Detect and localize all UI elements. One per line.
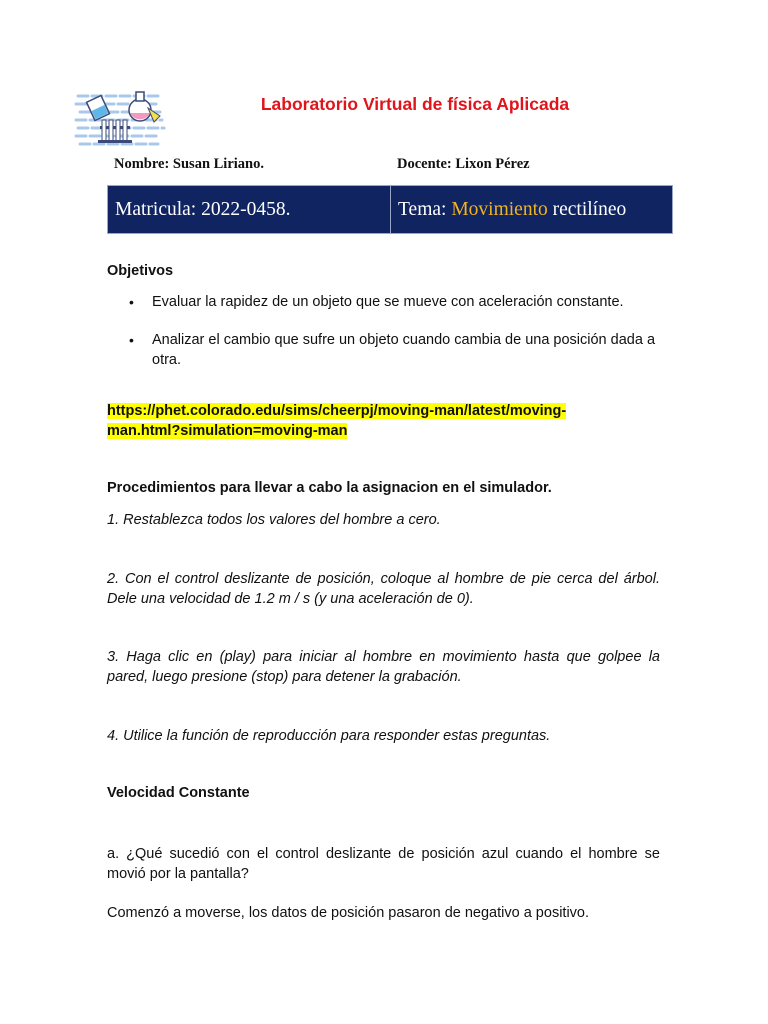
tema-prefix: Tema: — [398, 198, 452, 220]
step-3: 3. Haga clic en (play) para iniciar al hombre en movimiento hasta que golpee la pared, luego presione (stop) para detener la grabación. — [107, 649, 660, 685]
link-line-1[interactable]: https://phet.colorado.edu/sims/cheerpj/moving-man/latest/moving- — [107, 403, 567, 419]
objetivos-heading: Objetivos — [107, 263, 174, 279]
tema-cell — [391, 186, 672, 233]
step-1: 1. Restablezca todos los valores del hombre a cero. — [107, 512, 441, 528]
info-banner — [107, 185, 673, 234]
matricula-cell: Matricula: 2022-0458. — [108, 186, 391, 233]
simulation-link[interactable] — [107, 401, 667, 441]
bullet-icon: • — [129, 294, 134, 310]
list-item — [107, 292, 667, 312]
bullet-icon: • — [129, 332, 134, 348]
objetivo-text: Evaluar la rapidez de un objeto que se mueve con aceleración constante. — [152, 294, 624, 310]
tema-accent: Movimiento — [451, 198, 548, 220]
objetivos-list — [107, 292, 667, 388]
teacher-name: Docente: Lixon Pérez — [397, 156, 530, 172]
document-title: Laboratorio Virtual de física Aplicada — [260, 94, 570, 114]
velocidad-heading: Velocidad Constante — [107, 785, 250, 801]
student-name: Nombre: Susan Liriano. — [114, 156, 264, 172]
list-item — [107, 330, 667, 370]
step-2: 2. Con el control deslizante de posición, coloque al hombre de pie cerca del árbol. Dele una velocidad de 1.2 m / s (y una aceleración de 0). — [107, 571, 660, 607]
procedimientos-heading: Procedimientos para llevar a cabo la asignacion en el simulador. — [107, 480, 552, 496]
answer-a: Comenzó a moverse, los datos de posición pasaron de negativo a positivo. — [107, 905, 590, 921]
question-a: a. ¿Qué sucedió con el control deslizante de posición azul cuando el hombre se movió por la pantalla? — [107, 846, 660, 882]
objetivo-text: Analizar el cambio que sufre un objeto cuando cambia de una posición dada a otra. — [152, 332, 656, 368]
tema-suffix: rectilíneo — [547, 198, 627, 220]
link-line-2[interactable]: man.html?simulation=moving-man — [107, 423, 348, 439]
step-4: 4. Utilice la función de reproducción para responder estas preguntas. — [107, 728, 551, 744]
